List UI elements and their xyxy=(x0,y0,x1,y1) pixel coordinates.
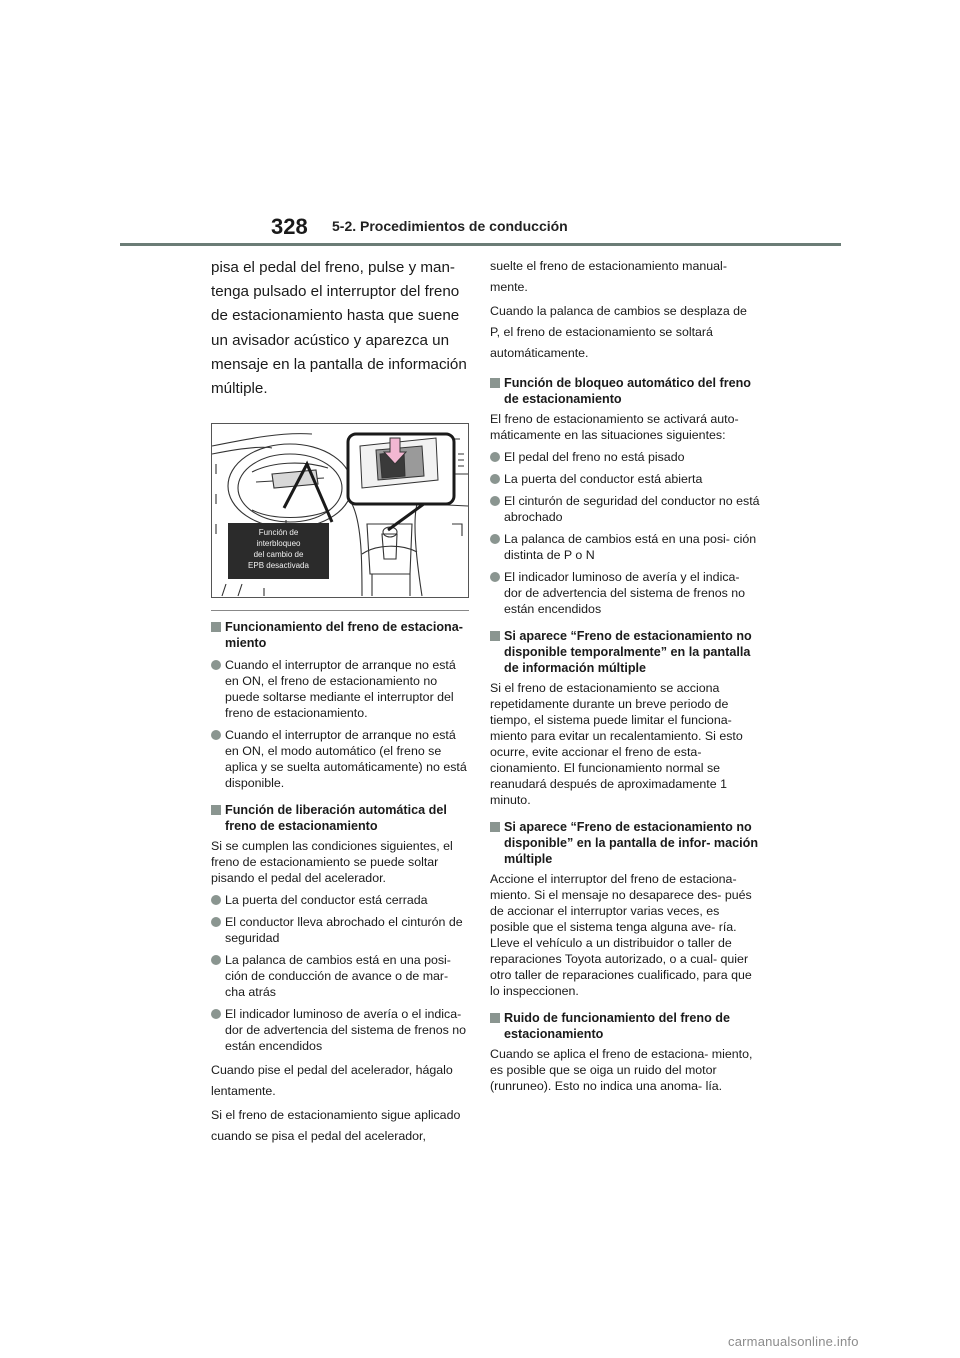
heading-text: Funcionamiento del freno de estaciona- miento xyxy=(225,620,463,651)
bullet-text: La palanca de cambios está en una posi- ción de conducción de avance o de mar- cha atrás xyxy=(225,953,451,1000)
intro-line: pisa el pedal del freno, pulse y man- xyxy=(211,259,455,276)
paragraph: Cuando pise el pedal del acelerador, hágalo lentamente. xyxy=(211,1063,453,1099)
circle-bullet-icon xyxy=(211,730,221,740)
circle-bullet-icon xyxy=(211,895,221,905)
bullet-item xyxy=(211,727,469,791)
bullet-text: Cuando el interruptor de arranque no está en ON, el freno de estacionamiento no puede soltarse mediante el interruptor del freno de estacionamiento. xyxy=(225,658,456,721)
paragraph: El freno de estacionamiento se activará auto- máticamente en las situaciones siguientes: xyxy=(490,412,739,442)
paragraph: suelte el freno de estacionamiento manual- mente. xyxy=(490,259,727,294)
footer-watermark: carmanualsonline.info xyxy=(728,1334,859,1349)
paragraph: Cuando la palanca de cambios se desplaza de P, el freno de estacionamiento se soltará automáticamente. xyxy=(490,304,747,360)
bullet-item xyxy=(211,657,469,721)
heading-unavailable xyxy=(490,819,760,867)
intro-line: un avisador acústico y aparezca un xyxy=(211,331,450,349)
intro-line: de estacionamiento hasta que suene xyxy=(211,307,460,325)
circle-bullet-icon xyxy=(211,1009,221,1019)
figure-label-line: del cambio de xyxy=(253,550,304,560)
intro-line: mensaje en la pantalla de información xyxy=(211,355,467,373)
bullet-text: La puerta del conductor está abierta xyxy=(504,472,703,486)
paragraph: Si el freno de estacionamiento se acciona repetidamente durante un breve periodo de tiempo, el sistema puede limitar el funciona- miento para evitar un recalentamiento. Si esto ocurre, evite accionar el freno de esta- cionamiento. El funcionamiento normal se reanudará después de aproximadamente 1 minuto. xyxy=(490,681,743,807)
figure-rule xyxy=(211,610,469,611)
circle-bullet-icon xyxy=(211,660,221,670)
heading-text: Función de liberación automática del freno de estacionamiento xyxy=(225,803,447,834)
square-bullet-icon xyxy=(211,805,221,815)
heading-text: Ruido de funcionamiento del freno de estacionamiento xyxy=(504,1011,730,1041)
circle-bullet-icon xyxy=(211,917,221,927)
heading-auto-lock xyxy=(490,375,760,407)
dashboard-illustration xyxy=(211,423,469,598)
paragraph: Cuando se aplica el freno de estaciona- miento, es posible que se oiga un ruido del motor (runruneo). Esto no indica una anoma- lía. xyxy=(490,1047,753,1093)
bullet-text: El conductor lleva abrochado el cinturón de seguridad xyxy=(225,915,463,946)
intro-paragraph xyxy=(211,256,469,401)
figure-label-line: interbloqueo xyxy=(256,539,301,549)
paragraph: Si se cumplen las condiciones siguientes, el freno de estacionamiento se puede soltar pisando el pedal del acelerador. xyxy=(211,839,453,886)
bullet-item xyxy=(211,1006,469,1054)
circle-bullet-icon xyxy=(490,474,500,484)
circle-bullet-icon xyxy=(490,572,500,582)
square-bullet-icon xyxy=(490,822,500,832)
heading-temporarily-unavailable xyxy=(490,628,760,676)
circle-bullet-icon xyxy=(211,955,221,965)
bullet-item xyxy=(211,914,469,946)
circle-bullet-icon xyxy=(490,496,500,506)
bullet-item xyxy=(490,531,760,563)
header-rule xyxy=(120,243,841,246)
heading-operation-noise xyxy=(490,1010,760,1042)
figure-label-line: EPB desactivada xyxy=(248,561,309,571)
bullet-text: La palanca de cambios está en una posi- ción distinta de P o N xyxy=(504,532,757,562)
intro-line: múltiple. xyxy=(211,380,268,398)
circle-bullet-icon xyxy=(490,452,500,462)
heading-text: Si aparece “Freno de estacionamiento no disponible” en la pantalla de infor- mación múltiple xyxy=(504,820,759,866)
left-column xyxy=(211,256,469,1150)
heading-text: Función de bloqueo automático del freno de estacionamiento xyxy=(504,376,751,406)
section-title: 5-2. Procedimientos de conducción xyxy=(332,218,568,234)
bullet-item xyxy=(211,892,469,908)
bullet-text: El indicador luminoso de avería o el indica- dor de advertencia del sistema de frenos no están encendidos xyxy=(225,1007,467,1054)
paragraph: Accione el interruptor del freno de estaciona- miento. Si el mensaje no desaparece des- pués de accionar el interruptor varias veces, es posible que el sistema tenga alguna ave- ría. Lleve el vehículo a un distribuidor o taller de reparaciones Toyota autorizado, o a cual- quier otro taller de reparaciones cualificado, para que lo inspeccionen. xyxy=(490,872,752,998)
page-header xyxy=(0,0,960,250)
bullet-text: Cuando el interruptor de arranque no está en ON, el modo automático (el freno se aplica y se suelta automáticamente) no está disponible. xyxy=(225,728,467,791)
figure-label-line: Función de xyxy=(258,528,299,538)
bullet-item xyxy=(490,493,760,525)
bullet-item xyxy=(490,569,760,617)
intro-line: tenga pulsado el interruptor del freno xyxy=(211,283,460,301)
paragraph: Si el freno de estacionamiento sigue aplicado cuando se pisa el pedal del acelerador, xyxy=(211,1108,461,1144)
bullet-item xyxy=(211,952,469,1000)
bullet-item xyxy=(490,449,760,465)
figure-label xyxy=(228,523,329,579)
bullet-text: El indicador luminoso de avería y el indica- dor de advertencia del sistema de frenos no están encendidos xyxy=(504,570,746,616)
bullet-text: El cinturón de seguridad del conductor no está abrochado xyxy=(504,494,760,524)
square-bullet-icon xyxy=(490,631,500,641)
bullet-text: El pedal del freno no está pisado xyxy=(504,450,685,464)
heading-auto-release xyxy=(211,802,469,834)
bullet-text: La puerta del conductor está cerrada xyxy=(225,893,428,908)
bullet-item xyxy=(490,471,760,487)
square-bullet-icon xyxy=(211,622,221,632)
square-bullet-icon xyxy=(490,1013,500,1023)
circle-bullet-icon xyxy=(490,534,500,544)
heading-text: Si aparece “Freno de estacionamiento no disponible temporalmente” en la pantalla de información múltiple xyxy=(504,629,752,675)
heading-brake-operation xyxy=(211,619,469,651)
page-number: 328 xyxy=(271,214,308,239)
right-column xyxy=(490,256,760,1099)
square-bullet-icon xyxy=(490,378,500,388)
